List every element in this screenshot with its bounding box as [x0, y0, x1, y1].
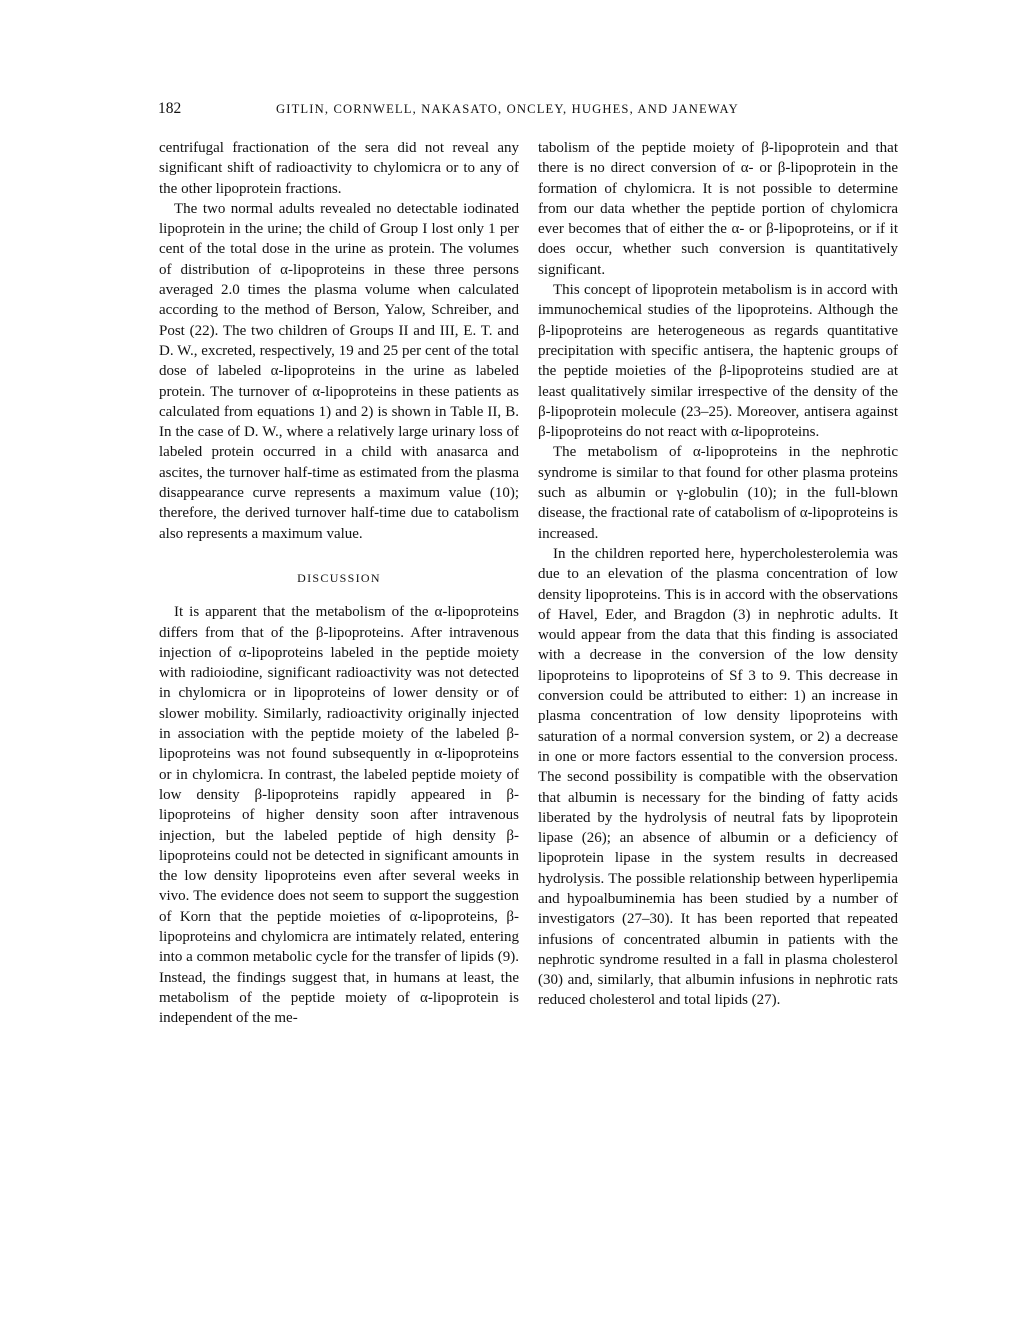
right-column: [538, 138, 898, 1011]
paragraph: tabolism of the peptide moiety of β-lipoprotein and that there is no direct conversion of α- or β-lipoprotein in the formation of chylomicra. It is not possible to determine from our data whether the peptide portion of chylomicra ever becomes that of either the α- or β-lipoproteins, or if it does occur, whether such conversion is quantitatively significant.: [538, 140, 898, 278]
left-column: [159, 138, 519, 1028]
paragraph: The metabolism of α-lipoproteins in the nephrotic syndrome is similar to that found for other plasma proteins such as albumin or γ-globulin (10); in the full-blown disease, the fractional rate of catabolism of α-lipoproteins is increased.: [538, 444, 898, 542]
running-head: GITLIN, CORNWELL, NAKASATO, ONCLEY, HUGHES, AND JANEWAY: [276, 102, 739, 116]
paragraph: This concept of lipoprotein metabolism is in accord with immunochemical studies of the lipoproteins. Although the β-lipoproteins are heterogeneous as regards quantitative precipitation with specific antisera, the haptenic groups of the peptide moieties of the β-lipoproteins studied are at least qualitatively similar irrespective of the density of the β-lipoprotein molecule (23–25). Moreover, antisera against β-lipoproteins do not react with α-lipoproteins.: [538, 282, 898, 441]
page-number: 182: [158, 100, 182, 117]
paragraph: The two normal adults revealed no detectable iodinated lipoprotein in the urine; the child of Group I lost only 1 per cent of the total dose in the urine as protein. The volumes of distribution of α-lipoproteins in these three persons averaged 2.0 times the plasma volume when calculated according to the method of Berson, Yalow, Schreiber, and Post (22). The two children of Groups II and III, E. T. and D. W., excreted, respectively, 19 and 25 per cent of the total dose of labeled α-lipoproteins in the urine as labeled protein. The turnover of α-lipoproteins in these patients as calculated from equations 1) and 2) is shown in Table II, B. In the case of D. W., where a relatively large urinary loss of labeled protein occurred in a child with anasarca and ascites, the turnover half-time as estimated from the plasma disappearance curve represents a maximum value (10); therefore, the derived turnover half-time due to catabolism also represents a maximum value.: [159, 200, 519, 542]
paragraph: It is apparent that the metabolism of the α-lipoproteins differs from that of the β-lipoproteins. After intravenous injection of α-lipoproteins labeled in the peptide moiety with radioiodine, significant radioactivity was not detected in chylomicra or in lipoproteins of lower density or of slower mobility. Similarly, radioactivity originally injected in association with the peptide moiety of the labeled β-lipoproteins was not found subsequently in α-lipoproteins or in chylomicra. In contrast, the labeled peptide moiety of low density β-lipoproteins rapidly appeared in β-lipoproteins of higher density soon after intravenous injection, but the labeled peptide of high density β-lipoproteins could not be detected in significant amounts in the low density lipoproteins even after several weeks in vivo. The evidence does not seem to support the suggestion of Korn that the peptide moieties of α-lipoproteins, β-lipoproteins and chylomicra are intimately related, entering into a common metabolic cycle for the transfer of lipids (9). Instead, the findings suggest that, in humans at least, the metabolism of the peptide moiety of α-lipoprotein is independent of the me-: [159, 604, 519, 1027]
paragraph: In the children reported here, hypercholesterolemia was due to an elevation of the plasma concentration of low density lipoproteins. This is in accord with the observations of Havel, Eder, and Bragdon (3) in nephrotic adults. It would appear from the data that this finding is associated with a decrease in the conversion of the low density lipoproteins to lipoproteins of Sf 3 to 9. This decrease in conversion could be attributed to either: 1) an increase in plasma concentration of low density lipoproteins with saturation of a normal conversion system, or 2) a decrease in one or more factors essential to the conversion process. The second possibility is compatible with the observation that albumin is necessary for the binding of fatty acids liberated by the hydrolysis of neutral fats by lipoprotein lipase (26); an absence of albumin or a deficiency of lipoprotein lipase in the system results in decreased hydrolysis. The possible relationship between hyperlipemia and hypoalbuminemia has been studied by a number of investigators (27–30). It has been reported that repeated infusions of concentrated albumin in patients with the nephrotic syndrome resulted in a fall in plasma cholesterol (30) and, similarly, that albumin infusions in nephrotic rats reduced cholesterol and total lipids (27).: [538, 545, 898, 1009]
section-heading-discussion: DISCUSSION: [297, 570, 381, 585]
paragraph: centrifugal fractionation of the sera did not reveal any significant shift of radioactivity to chylomicra or to any of the other lipoprotein fractions.: [159, 140, 519, 197]
page-header: [158, 100, 918, 124]
